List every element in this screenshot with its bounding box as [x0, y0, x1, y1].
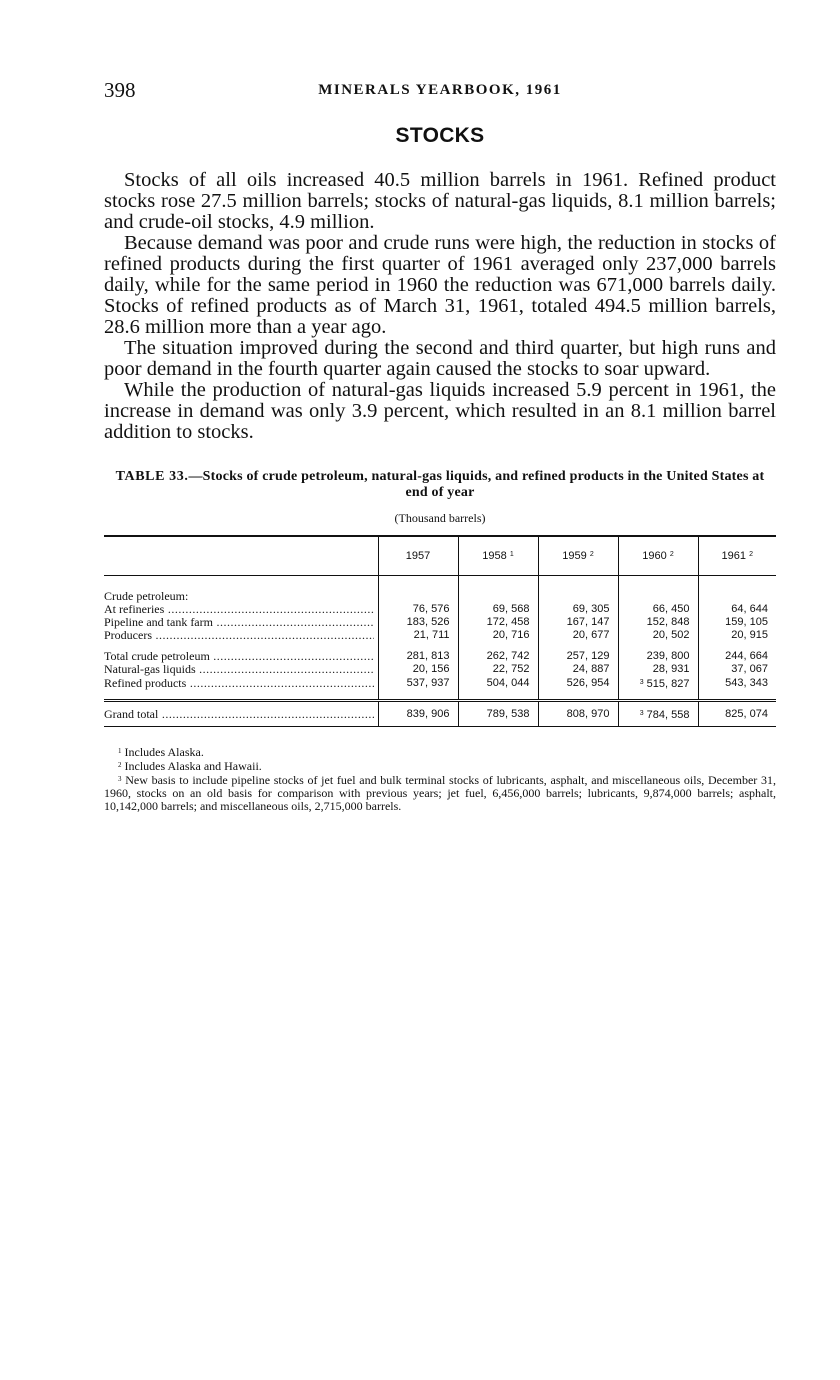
table-cell: 20, 677: [538, 629, 618, 642]
table-cell: 244, 664: [698, 650, 776, 663]
header-1961: 1961 $^2$: [698, 536, 776, 576]
table-row: [104, 629, 776, 642]
page: [104, 78, 776, 813]
table-cell: 69, 305: [538, 603, 618, 616]
table-cell: 159, 105: [698, 616, 776, 629]
table-label: TABLE 33.: [115, 469, 189, 484]
journal-title: MINERALS YEARBOOK, 1961: [318, 82, 562, 98]
table-row-grand-total: [104, 701, 776, 727]
table-caption: [104, 469, 776, 501]
row-label: Natural-gas liquids .....: [104, 663, 374, 676]
table-cell: 526, 954: [538, 676, 618, 691]
table-cell: 28, 931: [618, 663, 698, 676]
table-cell: 262, 742: [458, 650, 538, 663]
table-cell: 808, 970: [538, 701, 618, 727]
table-row: [104, 663, 776, 676]
table-cell: 152, 848: [618, 616, 698, 629]
table-cell: 504, 044: [458, 676, 538, 691]
row-label: Grand total .....: [104, 708, 374, 721]
row-label: Producers .....: [104, 629, 374, 642]
table-cell: 167, 147: [538, 616, 618, 629]
table-cell: 69, 568: [458, 603, 538, 616]
table-cell: 537, 937: [378, 676, 458, 691]
table-row: [104, 676, 776, 691]
row-label: Pipeline and tank farm .....: [104, 616, 374, 629]
header-1958: 1958 $^1$: [458, 536, 538, 576]
stocks-table: [104, 535, 776, 727]
table-cell: 20, 915: [698, 629, 776, 642]
header-1957: 1957: [378, 536, 458, 576]
table-cell: 20, 502: [618, 629, 698, 642]
row-label: At refineries .....: [104, 603, 374, 616]
table-cell: 257, 129: [538, 650, 618, 663]
table-cell: 22, 752: [458, 663, 538, 676]
paragraph-2: Because demand was poor and crude runs were high, the reduction in stocks of refined products during the first quarter of 1961 averaged only 237,000 barrels daily, while for the same period in 1960 the reduction was 671,000 barrels daily. Stocks of refined products as of March 31, 1961, totaled 494.5 million barrels, 28.6 million more than a year ago.: [104, 232, 776, 338]
section-title: STOCKS: [395, 124, 485, 147]
table-cell: 839, 906: [378, 701, 458, 727]
table-cell: 281, 813: [378, 650, 458, 663]
table-caption-text: —Stocks of crude petroleum, natural-gas liquids, and refined products in the United States at end of year: [188, 469, 765, 500]
table-cell: 21, 711: [378, 629, 458, 642]
header-stub: [104, 536, 378, 576]
row-label: Refined products .....: [104, 677, 374, 690]
header-1960: 1960 $^2$: [618, 536, 698, 576]
paragraph-3: The situation improved during the second and third quarter, but high runs and poor demand in the fourth quarter again caused the stocks to soar upward.: [104, 337, 776, 380]
running-head: [104, 78, 776, 108]
table-row-group-heading: [104, 590, 776, 603]
table-cell: 76, 576: [378, 603, 458, 616]
table-row: [104, 616, 776, 629]
table-cell: 543, 343: [698, 676, 776, 691]
table-cell: 20, 716: [458, 629, 538, 642]
table-cell: 183, 526: [378, 616, 458, 629]
table-cell: 37, 067: [698, 663, 776, 676]
table-cell: 172, 458: [458, 616, 538, 629]
table-row: [104, 650, 776, 663]
table-row: [104, 603, 776, 616]
row-label: Crude petroleum:: [104, 589, 189, 603]
table-cell: 66, 450: [618, 603, 698, 616]
paragraph-4: While the production of natural-gas liquids increased 5.9 percent in 1961, the increase in demand was only 3.9 percent, which resulted in an 8.1 million barrel addition to stocks.: [104, 379, 776, 443]
footnote: $^2$ Includes Alaska and Hawaii.: [118, 759, 262, 773]
table-cell: $^3$ 784, 558: [618, 701, 698, 727]
table-cell: 24, 887: [538, 663, 618, 676]
table-cell: 20, 156: [378, 663, 458, 676]
table-units: (Thousand barrels): [394, 511, 486, 525]
footnote-ref: 3: [639, 679, 644, 686]
footnotes: [104, 745, 776, 813]
page-number: 398: [104, 78, 136, 102]
paragraph-1: Stocks of all oils increased 40.5 million barrels in 1961. Refined product stocks rose 27.5 million barrels; stocks of natural-gas liquids, 8.1 million barrels; and crude-oil stocks, 4.9 million.: [104, 169, 776, 233]
table-cell: $^3$ 515, 827: [618, 676, 698, 691]
footnote: $^3$ New basis to include pipeline stocks of jet fuel and bulk terminal stocks of lubricants, asphalt, and miscellaneous oils, December 31, 1960, stocks on an old basis for comparison with previous years; jet fuel, 6,456,000 barrels; lubricants, 9,874,000 barrels; asphalt, 10,142,000 barrels; and miscellaneous oils, 2,715,000 barrels.: [104, 773, 776, 813]
table-cell: 239, 800: [618, 650, 698, 663]
footnote-ref: 3: [639, 709, 644, 717]
header-1959: 1959 $^2$: [538, 536, 618, 576]
table-header-row: [104, 536, 776, 576]
footnote: $^1$ Includes Alaska.: [118, 745, 204, 759]
table-cell: 64, 644: [698, 603, 776, 616]
table-cell: 825, 074: [698, 701, 776, 727]
table-cell: 789, 538: [458, 701, 538, 727]
row-label: Total crude petroleum .....: [104, 650, 374, 663]
